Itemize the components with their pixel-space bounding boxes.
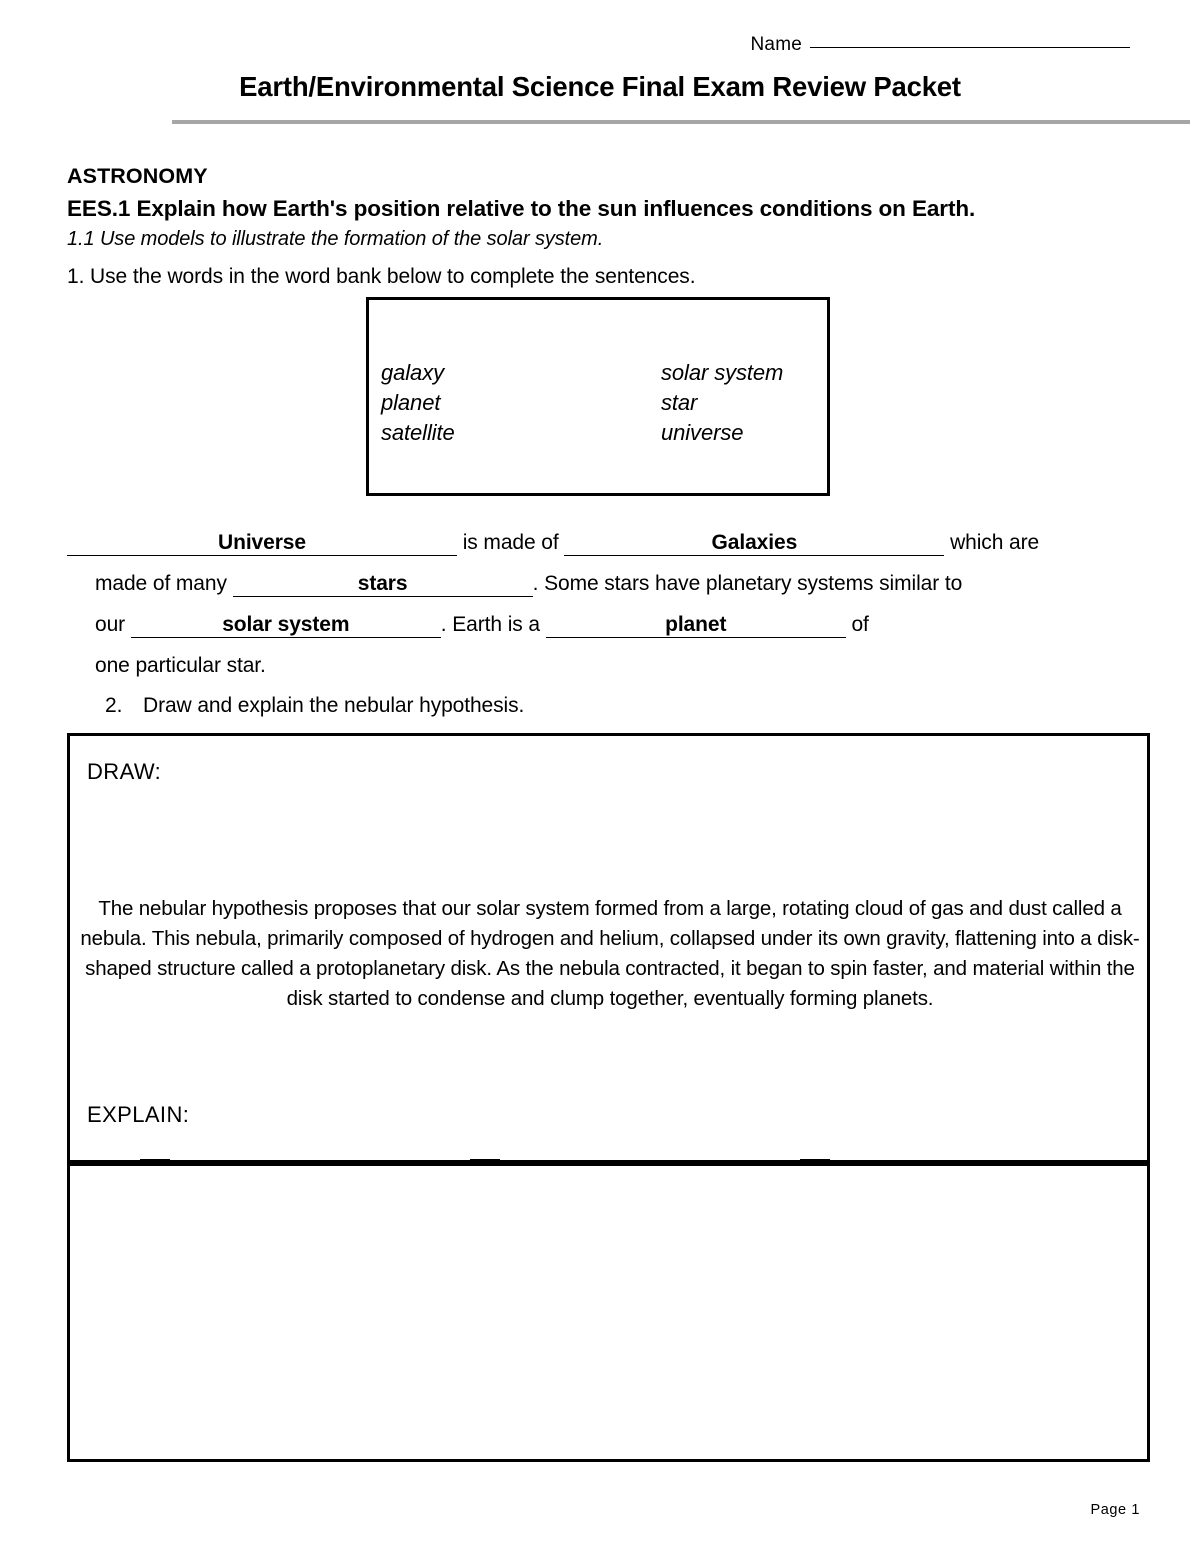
fill-in-blank-line-2 (95, 572, 1170, 597)
fill-in-blank-line-1 (67, 531, 1142, 556)
blank-answer-stars[interactable]: stars (233, 572, 533, 597)
question-1-prompt: 1. Use the words in the word bank below to complete the sentences. (67, 265, 696, 288)
standard-objective-line: 1.1 Use models to illustrate the formation of the solar system. (67, 228, 604, 250)
word-bank-word: star (661, 390, 698, 415)
word-bank-word: universe (661, 420, 744, 445)
blank-answer-universe[interactable]: Universe (67, 531, 457, 556)
header-divider (172, 120, 1190, 124)
word-bank-word: satellite (381, 420, 455, 445)
question-2-prompt (105, 694, 524, 718)
blank-answer-planet[interactable]: planet (546, 613, 846, 638)
word-bank-column-left (381, 358, 661, 448)
question-2-text: Draw and explain the nebular hypothesis. (143, 694, 525, 717)
word-bank-word: planet (381, 390, 441, 415)
draw-label: DRAW: (87, 759, 162, 784)
word-bank-column-right (661, 358, 783, 448)
word-bank-box (366, 297, 830, 496)
sentence-text: of (845, 613, 869, 636)
nebular-hypothesis-answer[interactable]: The nebular hypothesis proposes that our solar system formed from a large, rotating cloud of gas and dust called a nebula. This nebula, primarily composed of hydrogen and helium, collapsed under its own gravity, flattening into a disk-shaped structure called a protoplanetary disk. As the nebula contracted, it began to spin faster, and material within the disk started to condense and clump together, eventually forming planets. (80, 897, 1140, 1010)
name-write-in-line[interactable] (810, 47, 1130, 48)
word-bank-columns (381, 358, 827, 448)
draw-response-box[interactable] (67, 733, 1150, 1163)
explain-response-box[interactable] (67, 1163, 1150, 1462)
sentence-text: . Some stars have planetary systems similar to (532, 572, 963, 595)
name-field-row (0, 34, 1130, 56)
word-bank-word: galaxy (381, 360, 444, 385)
word-bank-word: solar system (661, 360, 784, 385)
explain-label: EXPLAIN: (87, 1102, 190, 1127)
sentence-text: which are (944, 531, 1040, 554)
document-title: Earth/Environmental Science Final Exam Review Packet (239, 71, 961, 102)
sentence-text: made of many (95, 572, 233, 595)
page-number-footer: Page 1 (1090, 1502, 1140, 1518)
standard-code-line: EES.1 Explain how Earth's position relative to the sun influences conditions on Earth. (67, 196, 976, 221)
blank-answer-solar-system[interactable]: solar system (131, 613, 441, 638)
sentence-text: . Earth is a (440, 613, 546, 636)
blank-answer-galaxies[interactable]: Galaxies (564, 531, 944, 556)
fill-in-blank-line-3 (95, 613, 1170, 638)
sentence-text: is made of (457, 531, 565, 554)
fill-in-blank-line-4: one particular star. (95, 654, 266, 677)
name-label: Name (750, 34, 802, 55)
question-2-number: 2. (105, 694, 123, 717)
sentence-text: our (95, 613, 131, 636)
section-heading-astronomy: ASTRONOMY (67, 164, 208, 188)
